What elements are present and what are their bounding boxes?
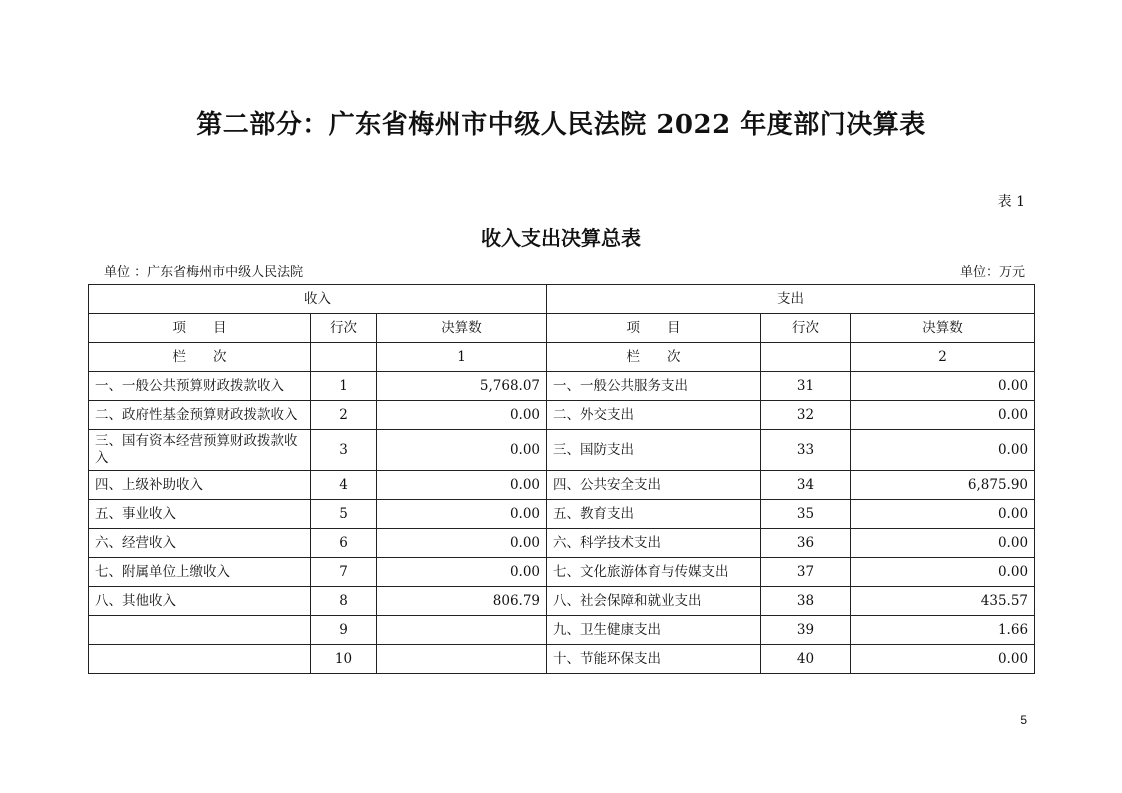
expense-row-no-header: 行次 (761, 314, 851, 343)
table-row (89, 372, 1035, 401)
expense-item-cell: 六、科学技术支出 (547, 529, 761, 558)
expense-amount-cell: 0.00 (851, 558, 1035, 587)
income-amount-cell: 806.79 (377, 587, 547, 616)
income-item-cell: 八、其他收入 (89, 587, 311, 616)
table-row (89, 587, 1035, 616)
table-row (89, 401, 1035, 430)
column-header-row (89, 314, 1035, 343)
income-amount-cell: 0.00 (377, 500, 547, 529)
expense-item-cell: 一、一般公共服务支出 (547, 372, 761, 401)
income-row-no-cell: 4 (311, 471, 377, 500)
income-row-no-cell: 5 (311, 500, 377, 529)
expense-amount-cell: 435.57 (851, 587, 1035, 616)
income-item-header: 项 目 (89, 314, 311, 343)
column-label-row (89, 343, 1035, 372)
income-item-cell: 四、上级补助收入 (89, 471, 311, 500)
income-column-number: 1 (377, 343, 547, 372)
reporting-unit: 单位 ：广东省梅州市中级人民法院 (104, 265, 304, 280)
income-row-no-cell: 2 (311, 401, 377, 430)
income-item-cell (89, 616, 311, 645)
income-column-label: 栏 次 (89, 343, 311, 372)
currency-unit: 单位：万元 (959, 265, 1025, 280)
expense-item-header: 项 目 (547, 314, 761, 343)
expense-row-no-cell: 39 (761, 616, 851, 645)
income-amount-cell (377, 645, 547, 674)
table-row (89, 616, 1035, 645)
income-expense-table (88, 284, 1035, 674)
table-title: 收入支出决算总表 (481, 226, 641, 250)
table-row (89, 500, 1035, 529)
income-amount-cell (377, 616, 547, 645)
income-row-no-cell: 3 (311, 430, 377, 471)
income-amount-cell: 5,768.07 (377, 372, 547, 401)
expense-row-no-cell: 32 (761, 401, 851, 430)
table-row (89, 471, 1035, 500)
expense-item-cell: 四、公共安全支出 (547, 471, 761, 500)
expense-item-cell: 八、社会保障和就业支出 (547, 587, 761, 616)
income-section-header: 收入 (89, 285, 547, 314)
section-header-row (89, 285, 1035, 314)
expense-row-no-cell: 34 (761, 471, 851, 500)
income-row-no-cell: 10 (311, 645, 377, 674)
expense-amount-cell: 0.00 (851, 645, 1035, 674)
empty-cell (311, 343, 377, 372)
expense-column-label: 栏 次 (547, 343, 761, 372)
expense-row-no-cell: 36 (761, 529, 851, 558)
expense-row-no-cell: 38 (761, 587, 851, 616)
expense-row-no-cell: 37 (761, 558, 851, 587)
expense-item-cell: 九、卫生健康支出 (547, 616, 761, 645)
expense-amount-cell: 1.66 (851, 616, 1035, 645)
income-amount-cell: 0.00 (377, 401, 547, 430)
expense-row-no-cell: 33 (761, 430, 851, 471)
income-amount-cell: 0.00 (377, 529, 547, 558)
income-item-cell: 七、附属单位上缴收入 (89, 558, 311, 587)
page-title: 第二部分：广东省梅州市中级人民法院 2022 年度部门决算表 (196, 110, 926, 140)
expense-item-cell: 二、外交支出 (547, 401, 761, 430)
expense-amount-cell: 0.00 (851, 500, 1035, 529)
expense-amount-cell: 0.00 (851, 529, 1035, 558)
table-row (89, 558, 1035, 587)
income-amount-cell: 0.00 (377, 558, 547, 587)
table-number: 表 1 (997, 194, 1025, 210)
expense-row-no-cell: 35 (761, 500, 851, 529)
page-number: 5 (1020, 713, 1027, 727)
expense-amount-header: 决算数 (851, 314, 1035, 343)
expense-amount-cell: 0.00 (851, 401, 1035, 430)
income-item-cell: 三、国有资本经营预算财政拨款收入 (89, 430, 311, 471)
income-item-cell: 五、事业收入 (89, 500, 311, 529)
income-row-no-cell: 1 (311, 372, 377, 401)
table-row (89, 645, 1035, 674)
income-item-cell: 六、经营收入 (89, 529, 311, 558)
expense-item-cell: 十、节能环保支出 (547, 645, 761, 674)
expense-item-cell: 五、教育支出 (547, 500, 761, 529)
income-row-no-cell: 6 (311, 529, 377, 558)
income-row-no-cell: 9 (311, 616, 377, 645)
expense-row-no-cell: 40 (761, 645, 851, 674)
income-item-cell (89, 645, 311, 674)
expense-amount-cell: 6,875.90 (851, 471, 1035, 500)
income-item-cell: 一、一般公共预算财政拨款收入 (89, 372, 311, 401)
table-row (89, 430, 1035, 471)
expense-item-cell: 七、文化旅游体育与传媒支出 (547, 558, 761, 587)
expense-column-number: 2 (851, 343, 1035, 372)
income-row-no-cell: 8 (311, 587, 377, 616)
expense-item-cell: 三、国防支出 (547, 430, 761, 471)
expense-amount-cell: 0.00 (851, 430, 1035, 471)
income-amount-cell: 0.00 (377, 430, 547, 471)
income-row-no-cell: 7 (311, 558, 377, 587)
expense-row-no-cell: 31 (761, 372, 851, 401)
income-item-cell: 二、政府性基金预算财政拨款收入 (89, 401, 311, 430)
income-row-no-header: 行次 (311, 314, 377, 343)
table-row (89, 529, 1035, 558)
expense-amount-cell: 0.00 (851, 372, 1035, 401)
empty-cell (761, 343, 851, 372)
income-amount-cell: 0.00 (377, 471, 547, 500)
income-amount-header: 决算数 (377, 314, 547, 343)
expense-section-header: 支出 (547, 285, 1035, 314)
